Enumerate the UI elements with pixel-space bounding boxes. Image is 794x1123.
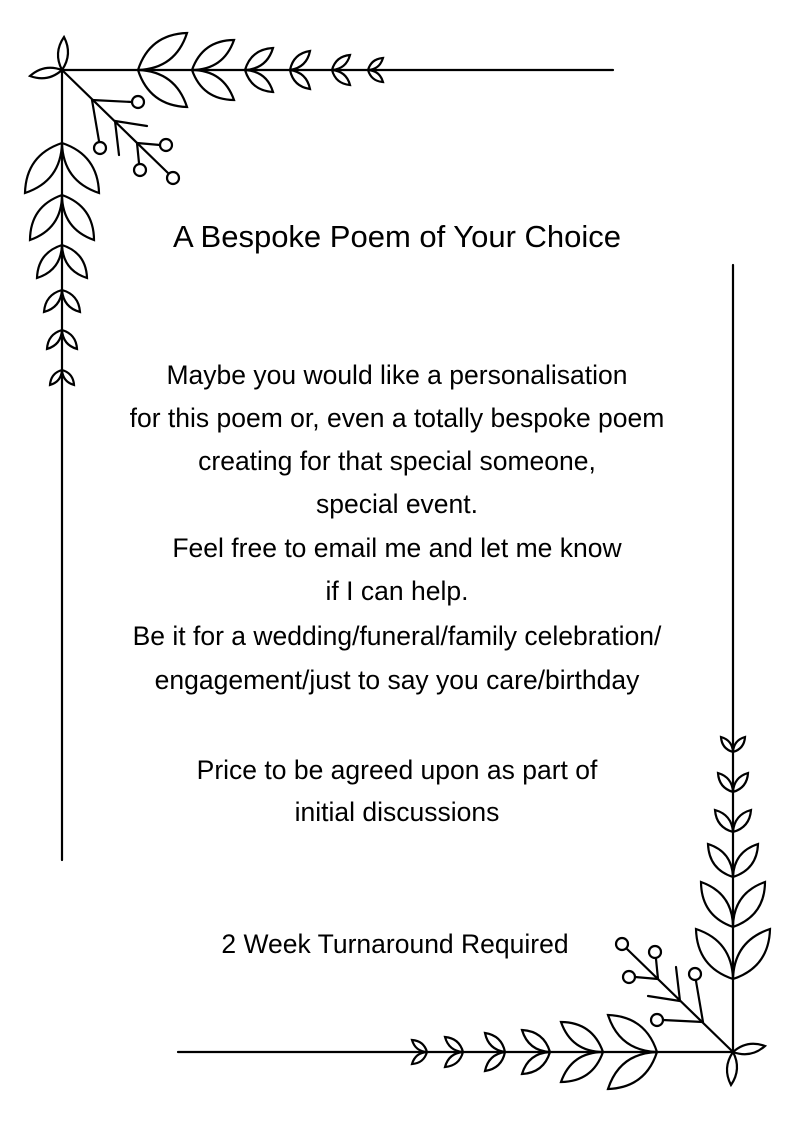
- price-line: Price to be agreed upon as part of: [196, 755, 598, 785]
- leaf-icon: [561, 1022, 603, 1052]
- leaf-icon: [62, 330, 77, 349]
- leaf-icon: [445, 1037, 463, 1052]
- page-title: A Bespoke Poem of Your Choice: [172, 219, 622, 254]
- leaf-icon: [412, 1052, 427, 1064]
- leaf-icon: [58, 37, 68, 70]
- leaf-icon: [138, 33, 187, 70]
- leaf-icon: [44, 290, 62, 312]
- leaf-icon: [62, 290, 80, 312]
- leaf-icon: [368, 58, 383, 70]
- body-line: creating for that special someone,: [198, 446, 596, 476]
- berry-icon: [94, 142, 106, 154]
- leaf-icon: [290, 51, 310, 70]
- body-line: Maybe you would like a personalisation: [166, 360, 628, 390]
- branch: [663, 1020, 703, 1022]
- turnaround-note: 2 Week Turnaround Required: [221, 929, 569, 959]
- leaf-icon: [332, 70, 350, 85]
- body-line: Be it for a wedding/funeral/family celebration/: [132, 621, 662, 651]
- leaf-icon: [412, 1040, 427, 1052]
- leaf-icon: [47, 330, 62, 349]
- body-line: if I can help.: [325, 576, 469, 606]
- price-line: initial discussions: [294, 797, 500, 827]
- leaf-icon: [332, 55, 350, 70]
- leaf-icon: [733, 844, 758, 877]
- leaf-icon: [245, 48, 273, 70]
- leaf-icon: [138, 70, 187, 107]
- berry-icon: [160, 139, 172, 151]
- leaf-icon: [701, 882, 733, 927]
- leaf-icon: [608, 1015, 657, 1052]
- leaf-icon: [733, 737, 745, 752]
- leaf-icon: [30, 68, 62, 79]
- berry-icon: [132, 96, 144, 108]
- leaf-icon: [192, 40, 234, 70]
- leaf-icon: [445, 1052, 463, 1067]
- body-line: engagement/just to say you care/birthday: [154, 665, 640, 695]
- body-line: for this poem or, even a totally bespoke poem: [129, 403, 665, 433]
- berry-icon: [134, 164, 146, 176]
- leaf-icon: [485, 1052, 505, 1071]
- body-line: Feel free to email me and let me know: [172, 533, 622, 563]
- leaf-icon: [368, 70, 383, 82]
- leaf-icon: [290, 70, 310, 89]
- branch: [92, 100, 132, 102]
- leaf-icon: [561, 1052, 603, 1082]
- berry-icon: [689, 968, 701, 980]
- leaf-icon: [608, 1052, 657, 1089]
- leaf-icon: [708, 844, 733, 877]
- leaf-icon: [721, 737, 733, 752]
- leaf-icon: [733, 1044, 765, 1055]
- leaf-icon: [245, 70, 273, 92]
- berry-icon: [651, 1014, 663, 1026]
- leaf-icon: [522, 1052, 550, 1074]
- leaf-icon: [727, 1052, 737, 1085]
- leaf-icon: [733, 882, 765, 927]
- leaf-icon: [192, 70, 234, 100]
- berry-icon: [623, 971, 635, 983]
- leaf-icon: [522, 1030, 550, 1052]
- leaf-icon: [485, 1033, 505, 1052]
- body-line: special event.: [315, 489, 479, 519]
- leaf-icon: [25, 143, 62, 193]
- berry-icon: [167, 172, 179, 184]
